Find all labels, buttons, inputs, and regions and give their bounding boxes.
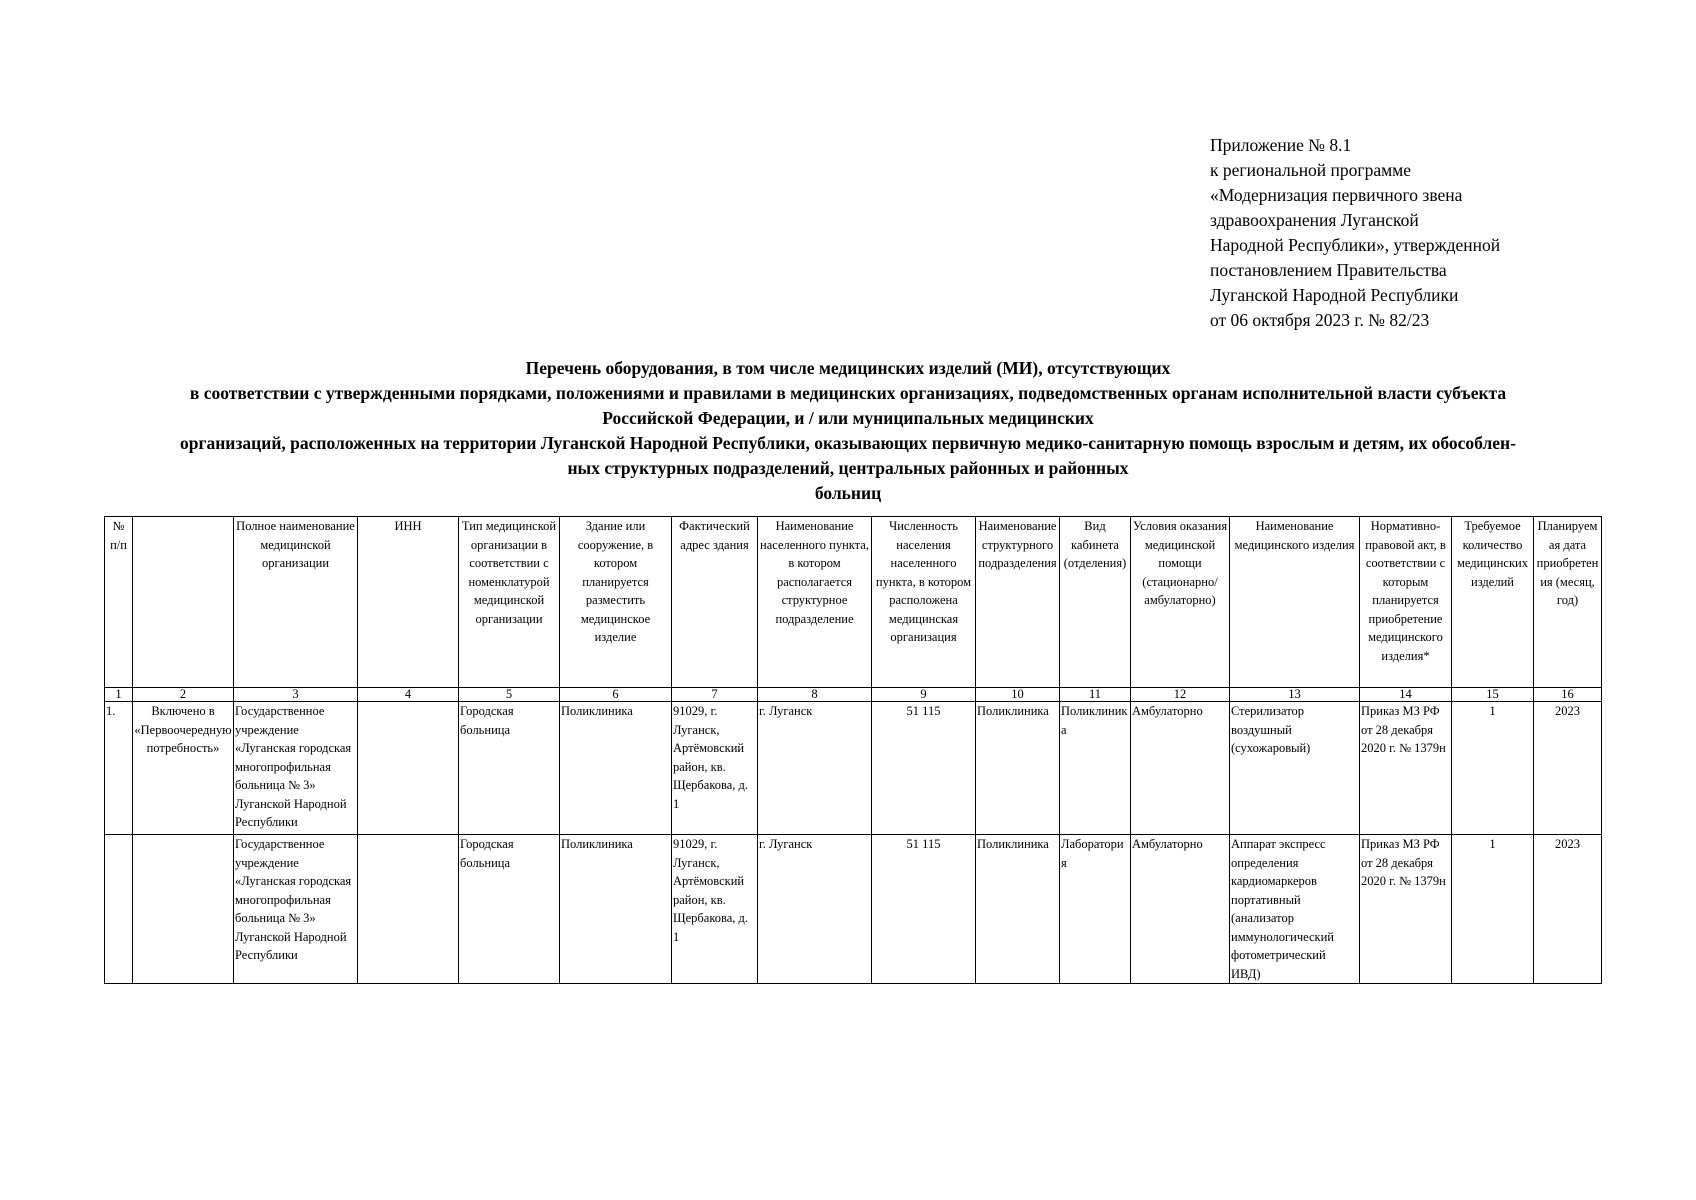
inn-cell (358, 835, 459, 984)
equipment-table (104, 516, 1602, 984)
legal-act-cell: Приказ МЗ РФ от 28 декабря 2020 г. № 1379н (1360, 702, 1452, 835)
column-number: 6 (560, 688, 672, 702)
device-cell: Стерилизатор воздушный (сухожаровый) (1230, 702, 1360, 835)
population-cell: 51 115 (872, 835, 976, 984)
subdivision-cell: Поликлиника (976, 835, 1060, 984)
header-cell: Условия оказания медицинской помощи (стационарно/амбулаторно) (1131, 517, 1230, 688)
column-number: 3 (234, 688, 358, 702)
org-name-cell: Государственное учреждение «Луганская городская многопрофильная больница № 3» Луганской Народной Республики (234, 702, 358, 835)
table-header-row (105, 517, 1602, 688)
quantity-cell: 1 (1452, 835, 1534, 984)
appendix-line: Народной Республики», утвержденной (1210, 235, 1501, 255)
table-row (105, 835, 1602, 984)
column-number: 14 (1360, 688, 1452, 702)
column-number: 1 (105, 688, 133, 702)
column-number: 13 (1230, 688, 1360, 702)
address-cell: 91029, г. Луганск, Артёмовский район, кв. Щербакова, д. 1 (672, 835, 758, 984)
settlement-cell: г. Луганск (758, 702, 872, 835)
column-number: 4 (358, 688, 459, 702)
header-cell: Наименование медицинского изделия (1230, 517, 1360, 688)
building-cell: Поликлиника (560, 702, 672, 835)
header-cell: № п/п (105, 517, 133, 688)
building-cell: Поликлиника (560, 835, 672, 984)
title-line: Перечень оборудования, в том числе медицинских изделий (МИ), отсутствующих (525, 358, 1171, 378)
date-cell: 2023 (1534, 702, 1602, 835)
conditions-cell: Амбулаторно (1131, 702, 1230, 835)
header-cell: Планируемая дата приобретения (месяц, год) (1534, 517, 1602, 688)
header-cell: Наименование структурного подразделения (976, 517, 1060, 688)
header-cell: Фактический адрес здания (672, 517, 758, 688)
address-cell: 91029, г. Луганск, Артёмовский район, кв. Щербакова, д. 1 (672, 702, 758, 835)
table-row (105, 702, 1602, 835)
quantity-cell: 1 (1452, 702, 1534, 835)
appendix-line: Луганской Народной Республики (1210, 285, 1459, 305)
header-cell: Вид кабинета (отделения) (1060, 517, 1131, 688)
document-title (60, 356, 1636, 506)
header-cell: Численность населения населенного пункта, в котором расположена медицинская организация (872, 517, 976, 688)
column-number: 10 (976, 688, 1060, 702)
header-cell: ИНН (358, 517, 459, 688)
header-cell: Полное наименование медицинской организации (234, 517, 358, 688)
column-number: 11 (1060, 688, 1131, 702)
subdivision-cell: Поликлиника (976, 702, 1060, 835)
column-number: 8 (758, 688, 872, 702)
category-cell (133, 835, 234, 984)
appendix-line: от 06 октября 2023 г. № 82/23 (1210, 310, 1430, 330)
column-number: 2 (133, 688, 234, 702)
appendix-line: «Модернизация первичного звена (1210, 185, 1463, 205)
population-cell: 51 115 (872, 702, 976, 835)
appendix-line: Приложение № 8.1 (1210, 135, 1352, 155)
column-number: 9 (872, 688, 976, 702)
column-number: 7 (672, 688, 758, 702)
column-number: 15 (1452, 688, 1534, 702)
title-line: ных структурных подразделений, центральных районных и районных (567, 458, 1129, 478)
title-line: Российской Федерации, и / или муниципальных медицинских (602, 408, 1094, 428)
cabinet-cell: Поликлиника (1060, 702, 1131, 835)
header-cell: Здание или сооружение, в котором планируется разместить медицинское изделие (560, 517, 672, 688)
title-line: больниц (814, 483, 882, 503)
header-cell: Требуемое количество медицинских изделий (1452, 517, 1534, 688)
title-line: организаций, расположенных на территории Луганской Народной Республики, оказывающих первичную медико-санитарную помощь взрослым и детям, их обособлен- (180, 433, 1516, 453)
org-type-cell: Городская больница (459, 835, 560, 984)
header-cell (133, 517, 234, 688)
column-number: 5 (459, 688, 560, 702)
device-cell: Аппарат экспресс определения кардиомаркеров портативный (анализатор иммунологический фотометрический ИВД) (1230, 835, 1360, 984)
appendix-line: здравоохранения Луганской (1210, 210, 1419, 230)
row-number-cell (105, 835, 133, 984)
org-name-cell: Государственное учреждение «Луганская городская многопрофильная больница № 3» Луганской Народной Республики (234, 835, 358, 984)
date-cell: 2023 (1534, 835, 1602, 984)
title-line: в соответствии с утвержденными порядками, положениями и правилами в медицинских организациях, подведомственных органам исполнительной власти субъекта (189, 383, 1507, 403)
settlement-cell: г. Луганск (758, 835, 872, 984)
column-number: 16 (1534, 688, 1602, 702)
header-cell: Тип медицинской организации в соответствии с номенклатурой медицинской организации (459, 517, 560, 688)
category-cell: Включено в «Первоочередную потребность» (133, 702, 234, 835)
appendix-line: постановлением Правительства (1210, 260, 1447, 280)
header-cell: Нормативно-правовой акт, в соответствии с которым планируется приобретение медицинского изделия* (1360, 517, 1452, 688)
conditions-cell: Амбулаторно (1131, 835, 1230, 984)
column-number: 12 (1131, 688, 1230, 702)
appendix-block (1210, 133, 1650, 333)
inn-cell (358, 702, 459, 835)
column-number-row (105, 688, 1602, 702)
header-cell: Наименование населенного пункта, в котором располагается структурное подразделение (758, 517, 872, 688)
legal-act-cell: Приказ МЗ РФ от 28 декабря 2020 г. № 1379н (1360, 835, 1452, 984)
cabinet-cell: Лаборатория (1060, 835, 1131, 984)
row-number-cell: 1. (105, 702, 133, 835)
org-type-cell: Городская больница (459, 702, 560, 835)
appendix-line: к региональной программе (1210, 160, 1412, 180)
